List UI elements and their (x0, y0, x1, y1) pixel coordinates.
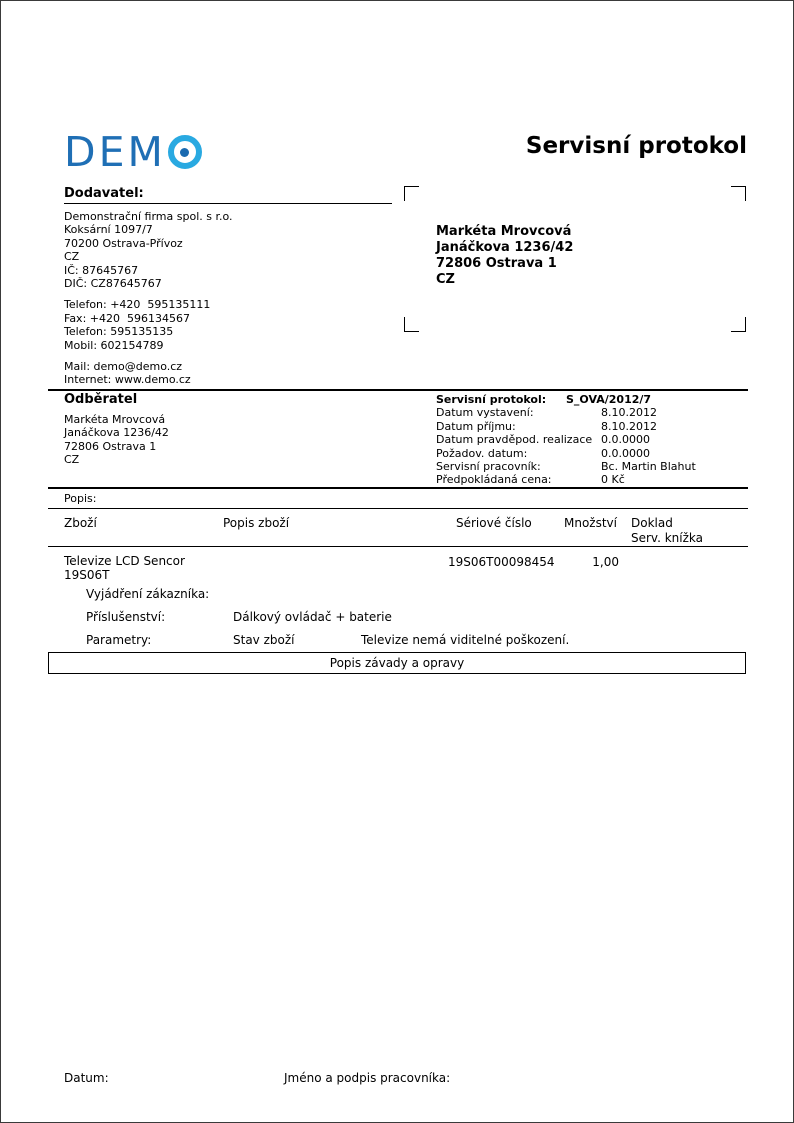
requested-date-label: Požadov. datum: (436, 446, 528, 460)
repair-box-title: Popis závady a opravy (329, 656, 465, 670)
supplier-ic: IČ: 87645767 (64, 263, 139, 277)
footer-signature-label: Jméno a podpis pracovníka: (284, 1071, 451, 1085)
supplier-city: 70200 Ostrava-Přívoz (64, 236, 183, 250)
supplier-phone: Telefon: +420 595135111 (64, 298, 211, 312)
protocol-row (436, 433, 749, 446)
parameters-label: Parametry: (86, 633, 152, 647)
estimated-price-label: Předpokládaná cena: (436, 473, 552, 487)
spacer (64, 352, 233, 360)
item-name-line2: 19S06T (64, 567, 110, 582)
column-header-goods: Zboží (64, 516, 97, 530)
protocol-number-label: Servisní protokol: (436, 393, 547, 406)
supplier-divider (64, 203, 392, 204)
supplier-country: CZ (64, 250, 80, 264)
customer-country: CZ (64, 453, 80, 467)
item-quantity: 1,00 (592, 555, 619, 569)
column-header-quantity: Množství (564, 516, 617, 530)
table-header-divider (48, 546, 748, 547)
customer-street: Janáčkova 1236/42 (64, 426, 169, 440)
description-divider (48, 508, 748, 509)
supplier-internet: Internet: www.demo.cz (64, 373, 191, 387)
probable-date-label: Datum pravděpod. realizace (436, 433, 593, 447)
section-divider (48, 389, 748, 391)
supplier-phone-2: Telefon: 595135135 (64, 325, 174, 339)
requested-date-value: 0.0.0000 (601, 446, 650, 460)
protocol-row (436, 420, 749, 433)
supplier-dic: DIČ: CZ87645767 (64, 277, 162, 291)
accessories-label: Příslušenství: (86, 610, 166, 624)
address-window-corner-icon (404, 317, 419, 332)
parameters-value: Televize nemá viditelné poškození. (361, 633, 570, 647)
receipt-date-label: Datum příjmu: (436, 419, 516, 433)
logo-o-circle-icon (168, 135, 202, 169)
protocol-row (436, 447, 749, 460)
recipient-city: 72806 Ostrava 1 (436, 256, 557, 271)
customer-address-block (64, 413, 169, 467)
supplier-fax: Fax: +420 596134567 (64, 311, 190, 325)
document-title: Servisní protokol (525, 133, 747, 159)
column-header-serial: Sériové číslo (456, 516, 532, 530)
protocol-row (436, 406, 749, 419)
accessories-value: Dálkový ovládač + baterie (233, 610, 392, 624)
recipient-name: Markéta Mrovcová (436, 224, 572, 239)
logo-text: DEM (64, 127, 166, 176)
customer-statement-label: Vyjádření zákazníka: (86, 587, 210, 601)
address-window-corner-icon (731, 186, 746, 201)
item-name-line1: Televize LCD Sencor (64, 554, 185, 568)
customer-city: 72806 Ostrava 1 (64, 439, 157, 453)
address-window-corner-icon (404, 186, 419, 201)
supplier-address-block (64, 210, 233, 387)
protocol-info (436, 393, 749, 487)
technician-label: Servisní pracovník: (436, 460, 541, 474)
issue-date-value: 8.10.2012 (601, 406, 657, 420)
recipient-country: CZ (436, 272, 455, 287)
description-label: Popis: (64, 492, 97, 505)
estimated-price-value: 0 Kč (601, 473, 625, 487)
spacer (64, 290, 233, 298)
column-header-goods-description: Popis zboží (223, 516, 290, 530)
supplier-company: Demonstrační firma spol. s r.o. (64, 210, 233, 223)
recipient-address-block (436, 224, 573, 288)
protocol-row (436, 393, 749, 406)
issue-date-label: Datum vystavení: (436, 406, 534, 420)
probable-date-value: 0.0.0000 (601, 433, 650, 447)
column-header-document: Doklad (631, 516, 673, 530)
customer-name: Markéta Mrovcová (64, 413, 166, 426)
footer-date-label: Datum: (64, 1071, 109, 1085)
customer-heading: Odběratel (64, 392, 138, 407)
protocol-number-value: S_OVA/2012/7 (566, 393, 652, 406)
supplier-street: Koksární 1097/7 (64, 223, 153, 237)
protocol-row (436, 460, 749, 473)
protocol-row (436, 473, 749, 486)
supplier-mail: Mail: demo@demo.cz (64, 360, 183, 374)
item-serial-number: 19S06T00098454 (448, 555, 555, 569)
logo-dot-icon (180, 148, 189, 157)
technician-value: Bc. Martin Blahut (601, 460, 696, 474)
address-window-corner-icon (731, 317, 746, 332)
table-row (64, 555, 185, 582)
demo-logo (64, 128, 202, 176)
supplier-heading: Dodavatel: (64, 186, 144, 201)
recipient-street: Janáčkova 1236/42 (436, 240, 574, 255)
parameters-name: Stav zboží (233, 633, 295, 647)
section-divider (48, 487, 748, 489)
supplier-mobile: Mobil: 602154789 (64, 338, 164, 352)
repair-description-box (48, 652, 746, 674)
receipt-date-value: 8.10.2012 (601, 419, 657, 433)
column-header-service-book: Serv. knížka (631, 531, 704, 545)
